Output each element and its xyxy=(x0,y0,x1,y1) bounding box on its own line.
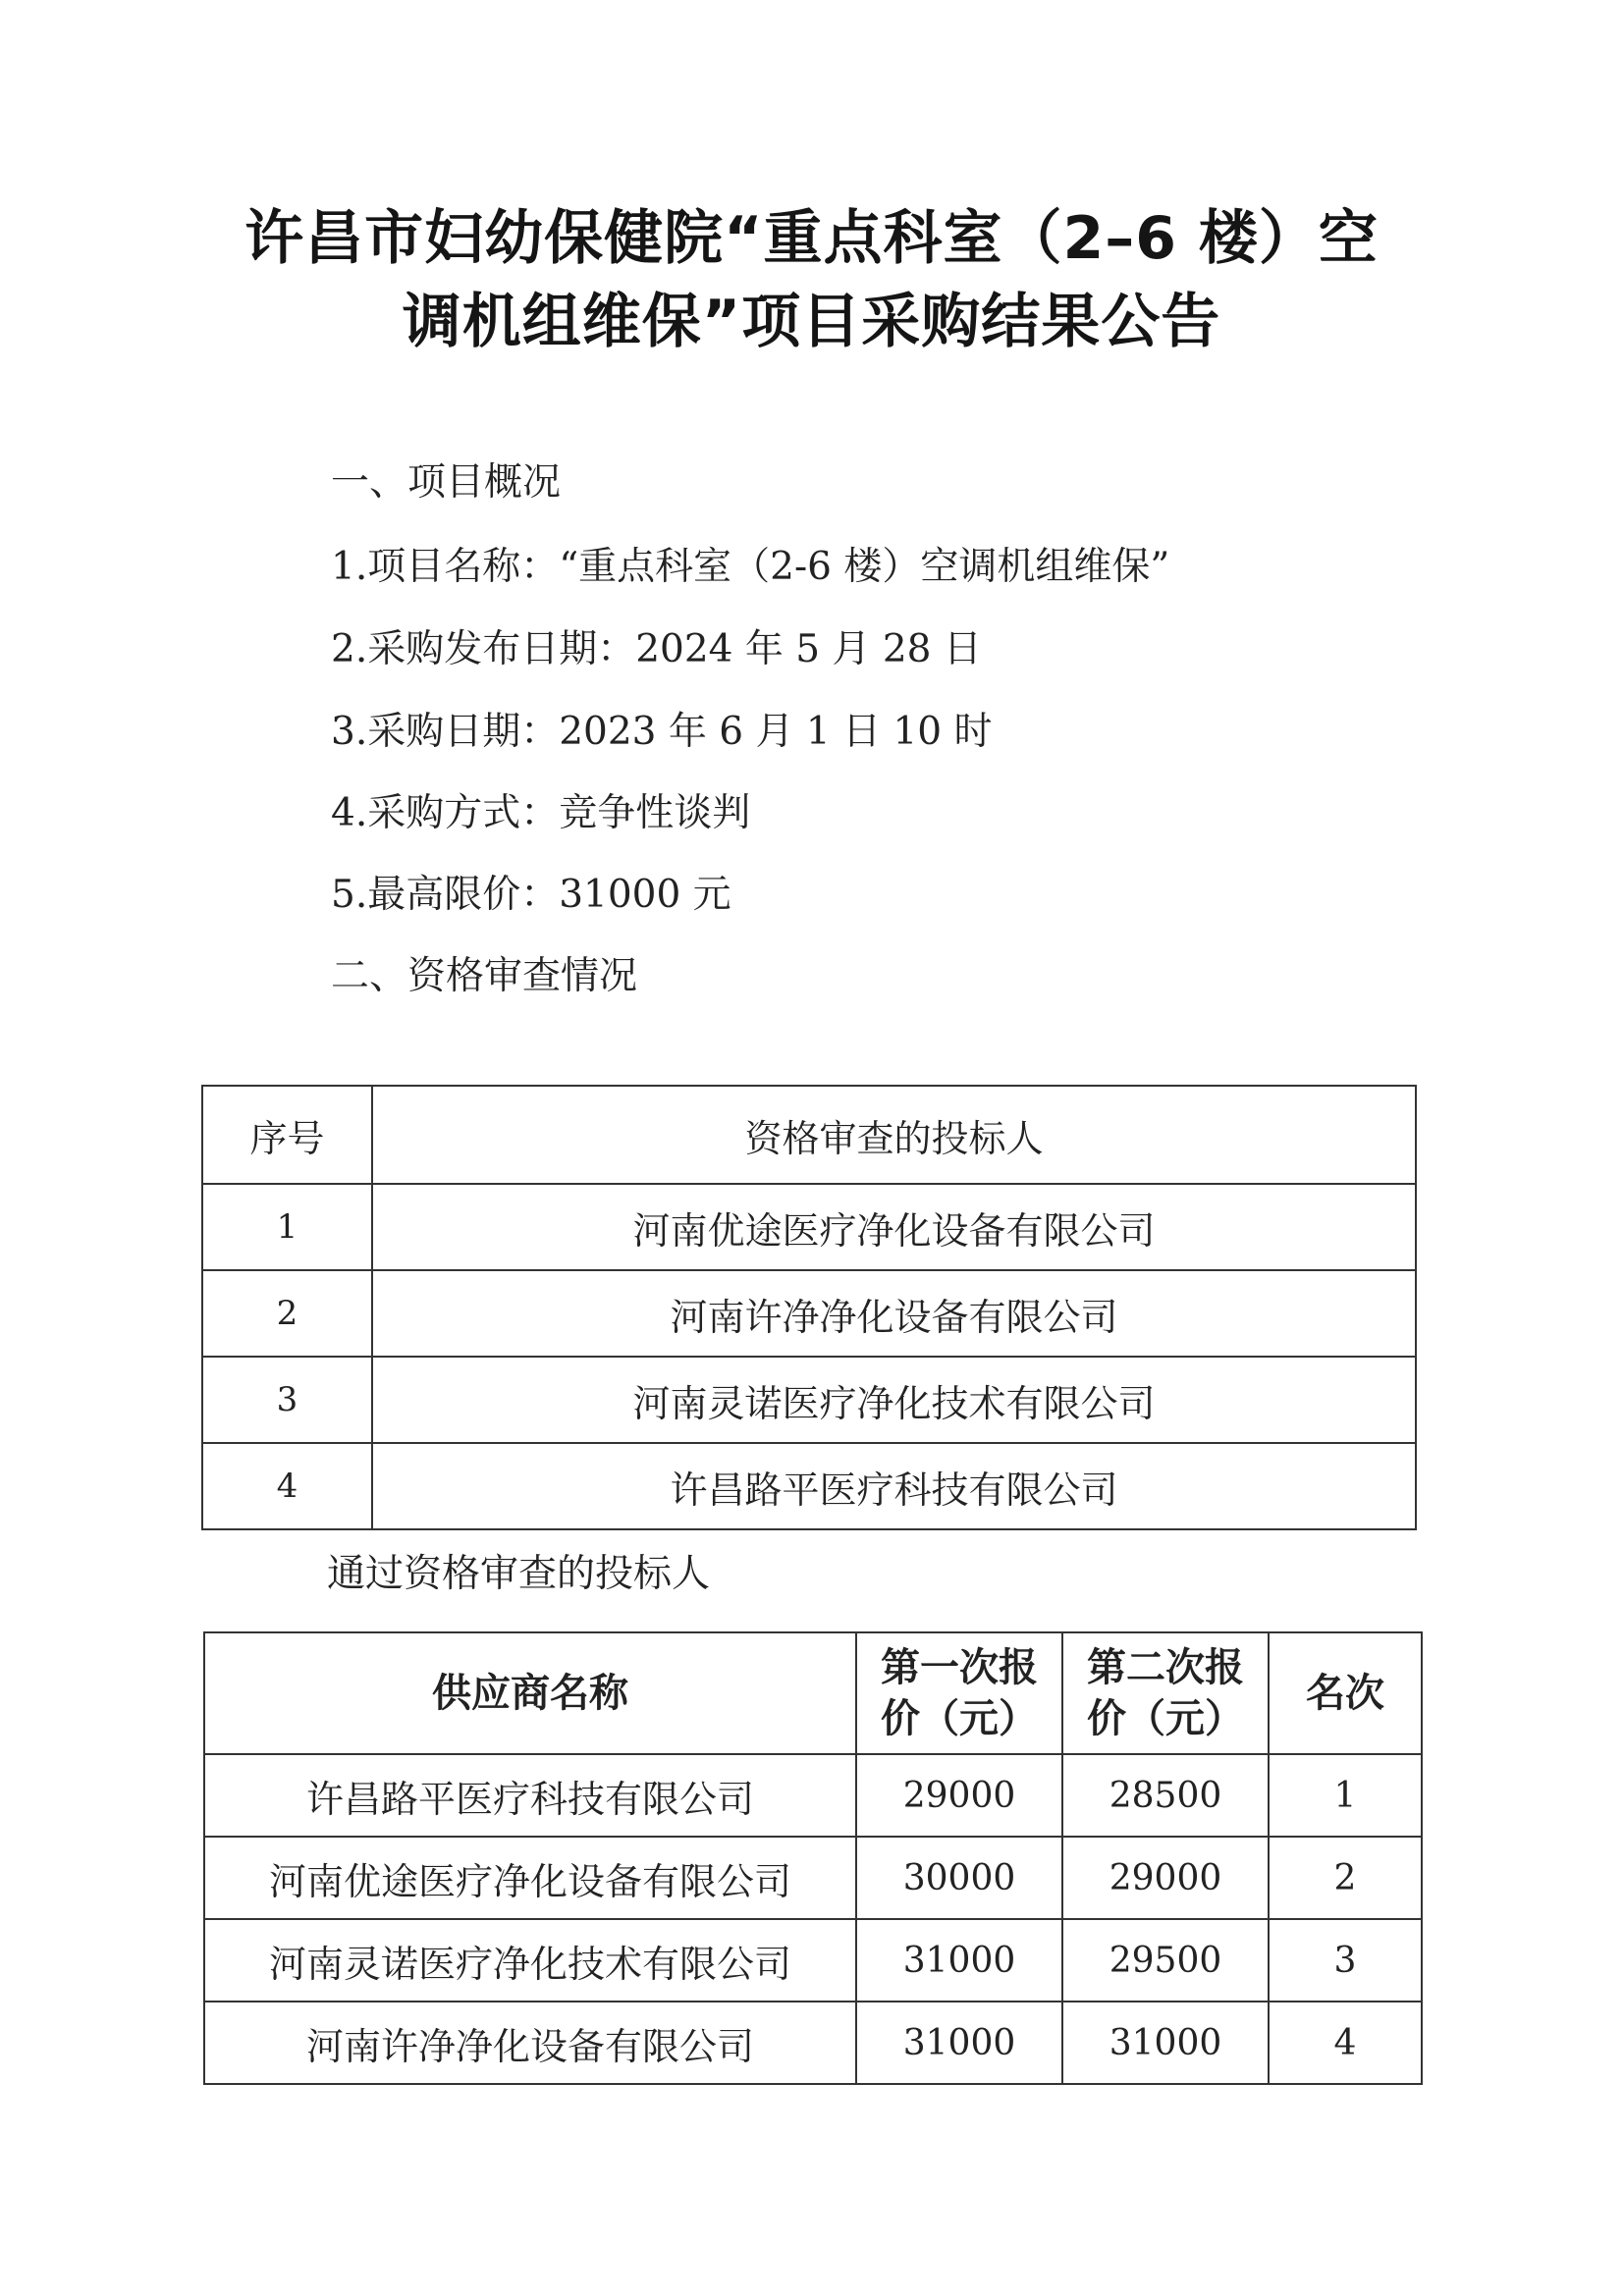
table-row xyxy=(204,1919,1422,2002)
table-row xyxy=(202,1270,1416,1357)
row-bidder: 河南优途医疗净化设备有限公司 xyxy=(372,1184,1416,1270)
header-bidder: 资格审查的投标人 xyxy=(372,1086,1416,1184)
row-bidder: 河南许净净化设备有限公司 xyxy=(372,1270,1416,1357)
procurement-method-item: 4.采购方式：竞争性谈判 xyxy=(331,791,751,835)
table-header-row xyxy=(204,1632,1422,1754)
supplier-name: 河南许净净化设备有限公司 xyxy=(204,2002,856,2084)
row-index: 2 xyxy=(202,1270,372,1357)
supplier-name: 许昌路平医疗科技有限公司 xyxy=(204,1754,856,1837)
rank: 1 xyxy=(1269,1754,1422,1837)
rank: 4 xyxy=(1269,2002,1422,2084)
second-quote: 31000 xyxy=(1062,2002,1269,2084)
header-first-quote-line1: 第一次报 xyxy=(881,1645,1038,1690)
max-price-item: 5.最高限价：31000 元 xyxy=(331,873,731,917)
second-quote: 29000 xyxy=(1062,1837,1269,1919)
header-supplier-name: 供应商名称 xyxy=(204,1632,856,1754)
procurement-date-item: 3.采购日期：2023 年 6 月 1 日 10 时 xyxy=(331,710,993,754)
header-second-quote xyxy=(1062,1632,1269,1754)
first-quote: 29000 xyxy=(856,1754,1062,1837)
second-quote: 28500 xyxy=(1062,1754,1269,1837)
header-first-quote-line2: 价（元） xyxy=(881,1696,1038,1741)
row-index: 3 xyxy=(202,1357,372,1443)
header-first-quote xyxy=(856,1632,1062,1754)
header-index: 序号 xyxy=(202,1086,372,1184)
header-second-quote-line2: 价（元） xyxy=(1087,1696,1244,1741)
section-heading-overview: 一、项目概况 xyxy=(331,460,562,505)
table-row xyxy=(202,1443,1416,1529)
first-quote: 31000 xyxy=(856,1919,1062,2002)
table-row xyxy=(202,1184,1416,1270)
first-quote: 30000 xyxy=(856,1837,1062,1919)
header-rank: 名次 xyxy=(1269,1632,1422,1754)
row-index: 1 xyxy=(202,1184,372,1270)
table-row xyxy=(204,1837,1422,1919)
project-name-item: 1.项目名称：“重点科室（2-6 楼）空调机组维保” xyxy=(331,545,1170,589)
publish-date-item: 2.采购发布日期：2024 年 5 月 28 日 xyxy=(331,627,982,671)
row-bidder: 许昌路平医疗科技有限公司 xyxy=(372,1443,1416,1529)
table-row xyxy=(202,1357,1416,1443)
table-row xyxy=(204,1754,1422,1837)
rank: 3 xyxy=(1269,1919,1422,2002)
rank: 2 xyxy=(1269,1837,1422,1919)
first-quote: 31000 xyxy=(856,2002,1062,2084)
supplier-name: 河南优途医疗净化设备有限公司 xyxy=(204,1837,856,1919)
title-line-2: 调机组维保”项目采购结果公告 xyxy=(402,288,1221,356)
qualification-table xyxy=(201,1085,1417,1530)
second-quote: 29500 xyxy=(1062,1919,1269,2002)
header-second-quote-line1: 第二次报 xyxy=(1087,1645,1244,1690)
title-line-1: 许昌市妇幼保健院“重点科室（2–6 楼）空 xyxy=(244,204,1379,273)
row-index: 4 xyxy=(202,1443,372,1529)
supplier-name: 河南灵诺医疗净化技术有限公司 xyxy=(204,1919,856,2002)
table-row xyxy=(204,2002,1422,2084)
qualified-bidders-caption: 通过资格审查的投标人 xyxy=(327,1552,711,1596)
table-header-row xyxy=(202,1086,1416,1184)
price-table xyxy=(203,1631,1423,2085)
row-bidder: 河南灵诺医疗净化技术有限公司 xyxy=(372,1357,1416,1443)
section-heading-qualification: 二、资格审查情况 xyxy=(331,954,638,998)
